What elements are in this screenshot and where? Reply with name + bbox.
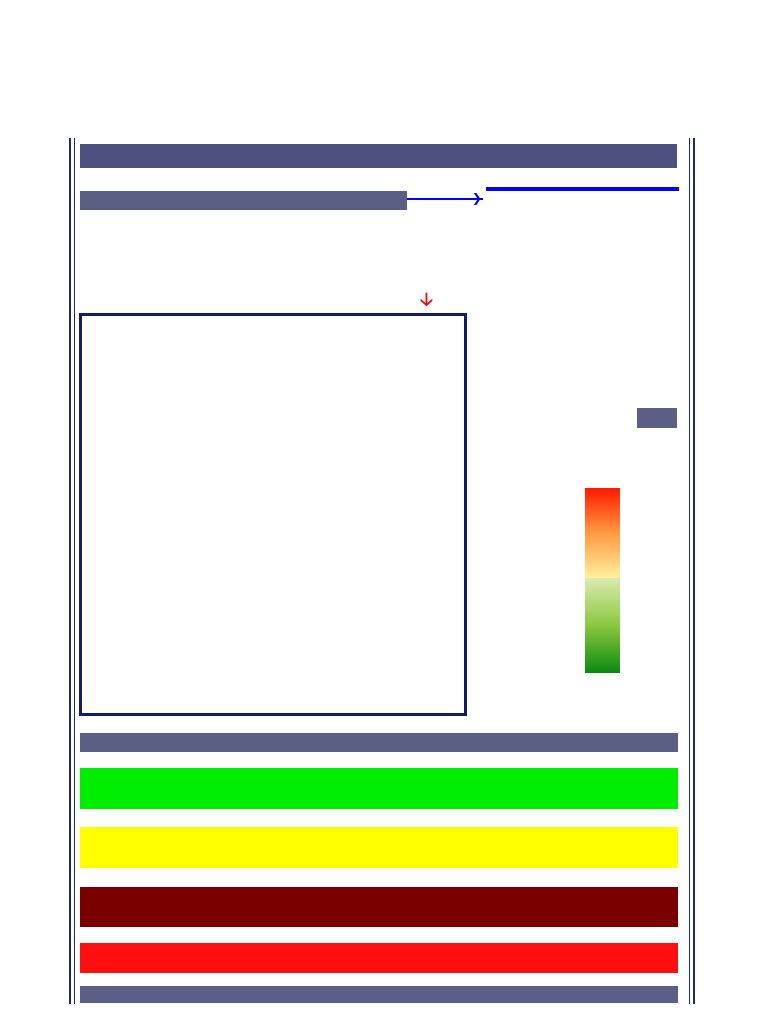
burnout-gauge	[474, 468, 694, 708]
result-range-severe	[80, 943, 678, 973]
result-range-ok	[80, 768, 678, 809]
frame-border-left	[69, 138, 71, 1004]
more-about-header	[80, 733, 678, 752]
scale-table	[486, 187, 679, 191]
arrow-down-icon: 🡣	[420, 289, 433, 310]
result-range-high	[80, 887, 678, 927]
footer-citation	[80, 986, 678, 1003]
result-range-moderate	[80, 827, 678, 868]
questions-table	[79, 313, 467, 716]
page-title	[80, 144, 677, 168]
frame-border-left-inner	[74, 138, 75, 1004]
scale-label	[80, 191, 407, 210]
result-value	[637, 408, 677, 428]
gauge-bar-high	[585, 488, 620, 578]
gauge-bar-low	[585, 578, 620, 673]
arrow-right-icon: ❯	[472, 191, 483, 205]
